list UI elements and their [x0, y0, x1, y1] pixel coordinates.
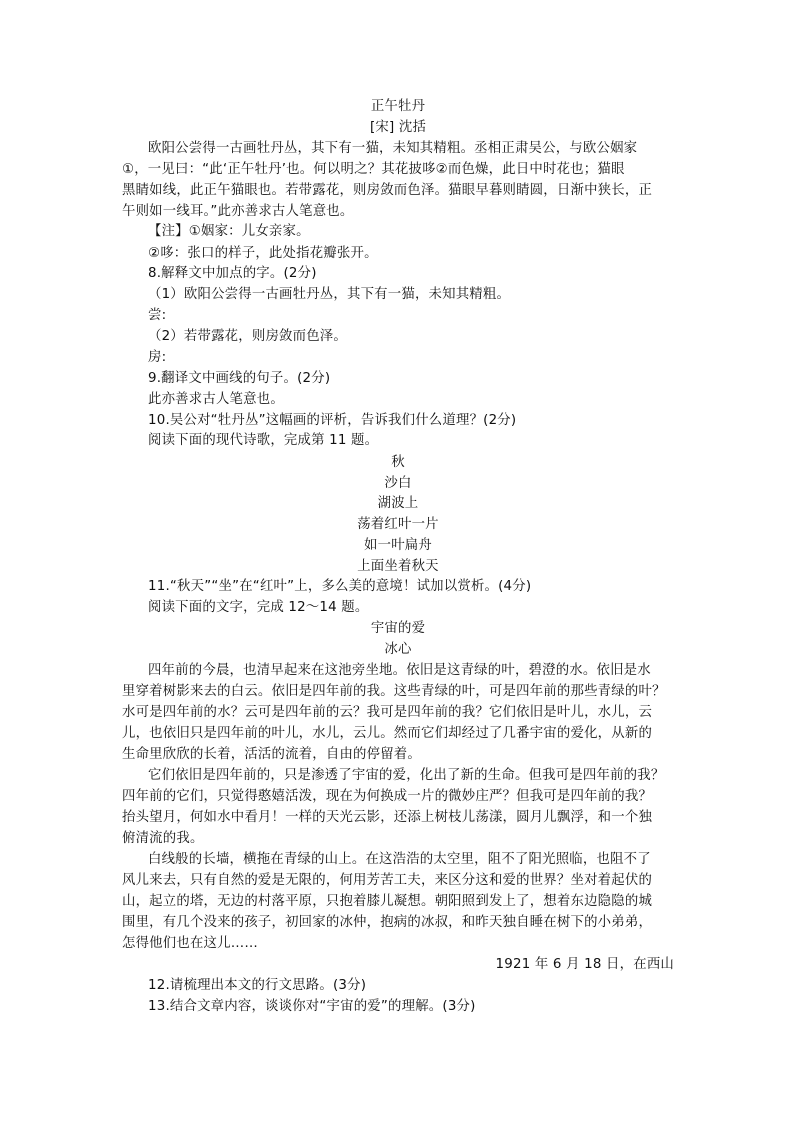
- essay-paragraph-2-line: 俯清流的我。: [122, 831, 204, 846]
- essay-paragraph-3-line: 围里，有几个没来的孩子，初回家的冰仲，抱病的冰叔，和昨天独自睡在树下的小弟弟，: [122, 915, 653, 930]
- poem1-line: 黑睛如线，此正午猫眼也。若带露花，则房敛而色泽。猫眼早暮则睛圆，日渐中狭长，正: [122, 183, 653, 198]
- essay-paragraph-3-line: 白线般的长墙，横拖在青绿的山上。在这浩浩的太空里，阻不了阳光照临，也阻不了: [148, 852, 651, 867]
- essay-paragraph-2-line: 抬头望月，何如水中看月！一样的天光云影，还添上树枝儿荡漾，圆月儿飘浮，和一个独: [122, 810, 653, 825]
- poem1-line: ①，一见曰：“此‘正午牡丹’也。何以明之？其花披哆②而色燥，此日中时花也；猫眼: [122, 162, 625, 177]
- essay-paragraph-1-line: 儿，也依旧只是四年前的叶儿，水儿，云儿。然而它们却经过了几番宇宙的爱化，从新的: [122, 726, 653, 741]
- question-8-word-2: 房:: [148, 350, 167, 365]
- poem1-line: 午则如一线耳。”此亦善求古人笔意也。: [122, 204, 354, 219]
- question-13: 13.结合文章内容，谈谈你对“宇宙的爱”的理解。(3分): [148, 999, 476, 1014]
- poem2-author: 沙白: [384, 476, 412, 491]
- question-9: 9.翻译文中画线的句子。(2分): [148, 371, 331, 386]
- essay-paragraph-1-line: 里穿着树影来去的白云。依旧是四年前的我。这些青绿的叶，可是四年前的那些青绿的叶？: [122, 684, 666, 699]
- question-10: 10.吴公对“牡丹丛”这幅画的评析，告诉我们什么道理？(2分): [148, 413, 517, 428]
- question-8: 8.解释文中加点的字。(2分): [148, 266, 317, 281]
- poem1-author: [宋] 沈括: [369, 120, 427, 135]
- question-9-sentence: 此亦善求古人笔意也。: [148, 392, 284, 407]
- essay-paragraph-3-line: 山，起立的塔，无边的村落平原，只抱着膝儿凝想。朝阳照到发上了，想着东边隐隐的城: [122, 894, 653, 909]
- reading-intro-11: 阅读下面的现代诗歌，完成第 11 题。: [148, 433, 379, 448]
- poem2-line: 荡着红叶一片: [357, 517, 439, 532]
- reading-intro-12: 阅读下面的文字，完成 12～14 题。: [148, 600, 369, 615]
- question-8-part-2: （2）若带露花，则房敛而色泽。: [148, 329, 347, 344]
- essay-paragraph-1-line: 生命里欣欣的长着，活活的流着，自由的停留着。: [122, 747, 421, 762]
- question-12: 12.请梳理出本文的行文思路。(3分): [148, 978, 367, 993]
- poem1-line: 欧阳公尝得一古画牡丹丛，其下有一猫，未知其精粗。丞相正肃吴公，与欧公姻家: [148, 141, 638, 156]
- poem2-line: 如一叶扁舟: [364, 538, 432, 553]
- question-8-word-1: 尝:: [148, 308, 167, 323]
- poem2-title: 秋: [391, 455, 405, 470]
- essay-paragraph-2-line: 它们依旧是四年前的，只是渗透了宇宙的爱，化出了新的生命。但我可是四年前的我？: [148, 768, 665, 783]
- note-1: 【注】①姻家：儿女亲家。: [148, 224, 310, 239]
- question-11: 11.“秋天”“坐”在“红叶”上，多么美的意境！试加以赏析。(4分): [148, 579, 532, 594]
- essay-title: 宇宙的爱: [370, 621, 426, 636]
- essay-date: 1921 年 6 月 18 日，在西山: [495, 957, 674, 972]
- question-8-part-1: （1）欧阳公尝得一古画牡丹丛，其下有一猫，未知其精粗。: [148, 287, 511, 302]
- poem1-title: 正午牡丹: [370, 99, 426, 114]
- note-2: ②哆：张口的样子，此处指花瓣张开。: [148, 246, 378, 261]
- essay-paragraph-1-line: 水可是四年前的水？云可是四年前的云？我可是四年前的我？它们依旧是叶儿，水儿，云: [122, 705, 653, 720]
- essay-paragraph-1-line: 四年前的今晨，也清早起来在这池旁坐地。依旧是这青绿的叶，碧澄的水。依旧是水: [148, 663, 651, 678]
- essay-paragraph-3-line: 怎得他们也在这儿……: [122, 936, 258, 951]
- essay-paragraph-3-line: 风儿来去，只有自然的爱是无限的，何用芳苦工夫，来区分这和爱的世界？坐对着起伏的: [122, 873, 653, 888]
- essay-author: 冰心: [384, 642, 412, 657]
- poem2-line: 上面坐着秋天: [357, 559, 439, 574]
- poem2-line: 湖波上: [377, 496, 419, 511]
- essay-paragraph-2-line: 四年前的它们，只觉得憨嬉活泼，现在为何换成一片的微妙庄严？但我可是四年前的我？: [122, 789, 653, 804]
